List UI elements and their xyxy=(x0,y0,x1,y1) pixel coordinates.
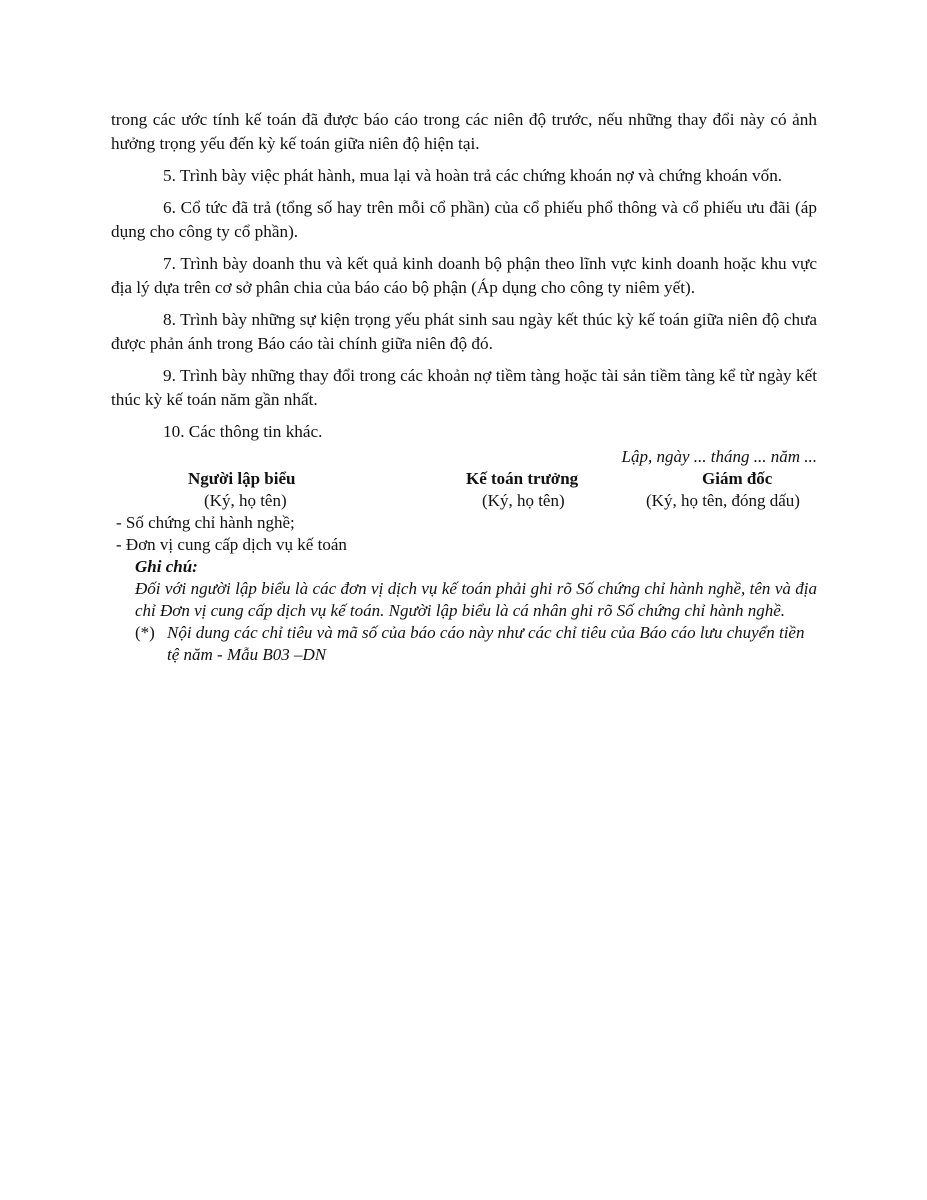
preparer-title: Người lập biểu xyxy=(188,469,296,488)
document-page xyxy=(111,108,817,666)
chief-accountant-sign-instruction: (Ký, họ tên) xyxy=(482,491,565,510)
accounting-provider-line: - Đơn vị cung cấp dịch vụ kế toán xyxy=(116,535,347,554)
license-number-line: - Số chứng chỉ hành nghề; xyxy=(116,513,295,532)
signature-titles-row xyxy=(111,468,817,490)
asterisk-note-text: Nội dung các chỉ tiêu và mã số của báo cáo này như các chỉ tiêu của Báo cáo lưu chuyển tiền tệ năm - Mẫu B03 –DN xyxy=(167,623,805,664)
chief-accountant-title: Kế toán trưởng xyxy=(466,469,579,488)
paragraph-10: 10. Các thông tin khác. xyxy=(163,422,323,441)
paragraph-9: 9. Trình bày những thay đổi trong các khoản nợ tiềm tàng hoặc tài sản tiềm tàng kể từ ngày kết thúc kỳ kế toán năm gần nhất. xyxy=(111,366,817,409)
preparer-sign-instruction: (Ký, họ tên) xyxy=(204,491,287,510)
notes-title: Ghi chú: xyxy=(135,557,198,576)
paragraph-8: 8. Trình bày những sự kiện trọng yếu phát sinh sau ngày kết thúc kỳ kế toán giữa niên độ chưa được phản ánh trong Báo cáo tài chính giữa niên độ đó. xyxy=(111,310,817,353)
notes-body: Đối với người lập biểu là các đơn vị dịch vụ kế toán phải ghi rõ Số chứng chỉ hành nghề, tên và địa chỉ Đơn vị cung cấp dịch vụ kế toán. Người lập biểu là cá nhân ghi rõ Số chứng chỉ hành nghề. xyxy=(135,579,817,620)
paragraph-6: 6. Cổ tức đã trả (tổng số hay trên mỗi cổ phần) của cổ phiếu phổ thông và cổ phiếu ưu đãi (áp dụng cho công ty cổ phần). xyxy=(111,198,817,241)
asterisk-note xyxy=(111,622,817,666)
asterisk-mark: (*) xyxy=(135,623,155,642)
paragraph-5: 5. Trình bày việc phát hành, mua lại và hoàn trả các chứng khoán nợ và chứng khoán vốn. xyxy=(163,166,783,185)
signature-date-line: Lập, ngày ... tháng ... năm ... xyxy=(621,447,817,466)
paragraph-7: 7. Trình bày doanh thu và kết quả kinh doanh bộ phận theo lĩnh vực kinh doanh hoặc khu vực địa lý dựa trên cơ sở phân chia của báo cáo bộ phận (Áp dụng cho công ty niêm yết). xyxy=(111,254,817,297)
director-sign-instruction: (Ký, họ tên, đóng dấu) xyxy=(646,491,800,510)
director-title: Giám đốc xyxy=(702,469,773,488)
paragraph-continuation: trong các ước tính kế toán đã được báo cáo trong các niên độ trước, nếu những thay đổi này có ảnh hưởng trọng yếu đến kỳ kế toán giữa niên độ hiện tại. xyxy=(111,110,817,153)
signature-instructions-row xyxy=(111,490,817,512)
